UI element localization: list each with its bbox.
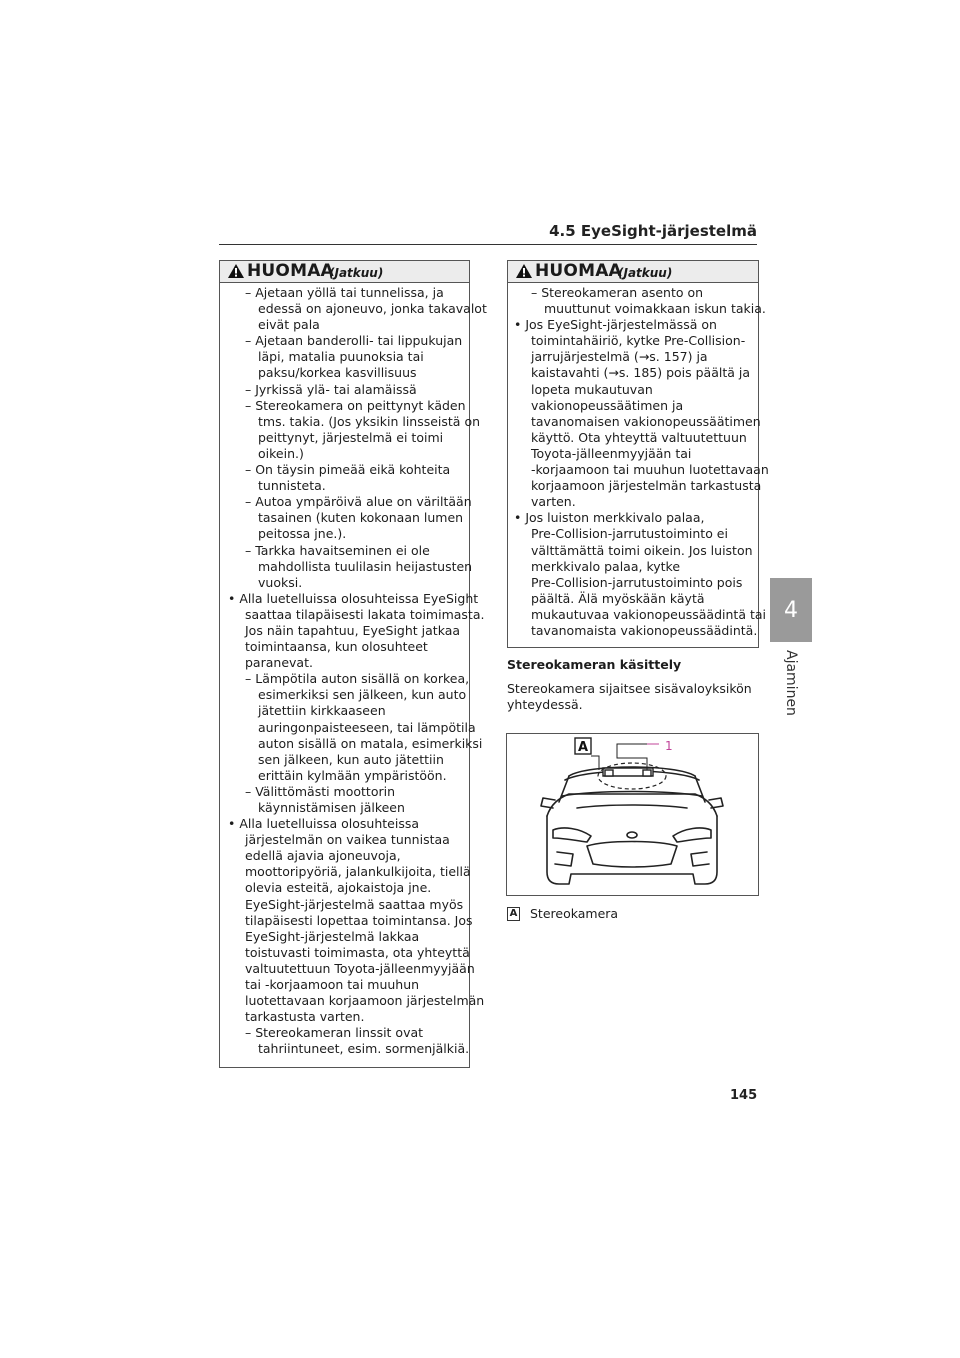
subsection-heading: Stereokameran käsittely — [507, 657, 682, 672]
chapter-label — [770, 650, 812, 720]
figure-caption — [507, 906, 618, 922]
text-line: – Stereokameran asento on — [531, 285, 704, 300]
chapter-tab — [770, 578, 812, 642]
text-line: tahriintuneet, esim. sormenjälkiä. — [258, 1041, 470, 1057]
text-line: EyeSight-järjestelmä saattaa myös — [245, 896, 464, 912]
paragraph-line: Stereokamera sijaitsee sisävaloyksikön — [507, 681, 752, 696]
text-line: esimerkiksi sen jälkeen, kun auto — [258, 687, 467, 703]
chapter-number: 4 — [784, 597, 798, 623]
text-line: jätettiin kirkkaaseen — [258, 703, 386, 719]
page-header — [219, 222, 757, 245]
warning-icon — [228, 264, 244, 278]
caution-box-header — [220, 261, 469, 283]
text-line: järjestelmän on vaikea tunnistaa — [245, 832, 450, 848]
text-line: luotettavaan korjaamoon järjestelmän — [245, 993, 485, 1009]
text-line: käynnistämisen jälkeen — [258, 800, 405, 815]
text-line: Pre-Collision-jarrutustoiminto ei — [531, 526, 728, 542]
text-line: tms. takia. (Jos yksikin linsseistä on — [258, 413, 481, 429]
caution-title: HUOMAA — [247, 261, 334, 281]
text-line: -korjaamoon tai muuhun luotettavaan — [531, 462, 769, 478]
svg-text:A: A — [577, 740, 589, 755]
text-line: varten. — [531, 494, 576, 510]
text-line: Pre-Collision-jarrutustoiminto pois — [531, 574, 743, 590]
text-line: – Stereokameran linssit ovat — [245, 1025, 424, 1041]
warning-icon — [516, 264, 532, 278]
page-number: 145 — [730, 1088, 758, 1103]
stereo-camera-figure — [506, 733, 759, 896]
body-paragraph — [507, 681, 757, 713]
text-line: olevia esteitä, ajokaistoja jne. — [245, 880, 432, 896]
text-line: lopeta mukautuvan — [531, 381, 653, 397]
section-title-header: 4.5 EyeSight-järjestelmä — [549, 222, 757, 240]
text-line: toimintaansa, kun olosuhteet — [245, 639, 428, 655]
caution-continued: (Jatkuu) — [329, 266, 384, 280]
text-line: oikein.) — [258, 445, 304, 461]
text-line: päältä. Älä myöskään käytä — [531, 590, 705, 606]
text-line: EyeSight-järjestelmä lakkaa — [245, 928, 420, 944]
text-line: jarrujärjestelmä (→s. 157) ja — [531, 349, 708, 365]
text-line: tunnisteta. — [258, 478, 326, 494]
text-line: edellä ajavia ajoneuvoja, — [245, 848, 401, 864]
text-line: tasainen (kuten kokonaan lumen — [258, 510, 464, 526]
caution-box-left — [219, 260, 487, 1068]
caution-body — [228, 285, 487, 1058]
text-line: sen jälkeen, kun auto jätettiin — [258, 751, 444, 767]
text-line: eivät pala — [258, 317, 320, 333]
text-line: paranevat. — [245, 655, 313, 671]
text-line: valtuutettuun Toyota-jälleenmyyjään — [245, 960, 475, 976]
caption-text: Stereokamera — [530, 906, 619, 921]
text-line: korjaamoon järjestelmän tarkastusta — [531, 478, 762, 494]
text-line: – Jyrkissä ylä- tai alamäissä — [245, 381, 417, 397]
text-line: Jos näin tapahtuu, EyeSight jatkaa — [245, 622, 461, 638]
car-front-illustration — [507, 734, 758, 895]
text-line: kaistavahti (→s. 185) pois päältä ja — [531, 365, 751, 381]
text-line: – Ajetaan yöllä tai tunnelissa, ja — [245, 285, 444, 300]
text-line: Toyota-jälleenmyyjään tai — [531, 445, 692, 461]
text-line: vakionopeussäätimen ja — [531, 397, 684, 413]
text-line: paksu/korkea kasvillisuus — [258, 365, 417, 381]
text-line: moottoripyöriä, jalankulkijoita, tiellä — [245, 864, 471, 880]
text-line: – Lämpötila auton sisällä on korkea, — [245, 671, 470, 687]
figure-label-a — [575, 738, 591, 755]
text-line: muuttunut voimakkaan iskun takia. — [544, 301, 766, 317]
text-line: käyttö. Ota yhteyttä valtuutettuun — [531, 429, 747, 445]
text-line: merkkivalo palaa, kytke — [531, 558, 681, 574]
caution-continued: (Jatkuu) — [618, 266, 673, 280]
text-line: välttämättä toimi oikein. Jos luiston — [531, 542, 753, 558]
text-line: vuoksi. — [258, 574, 303, 590]
text-line: edessä on ajoneuvo, jonka takavalot — [258, 301, 487, 317]
caution-box-header — [508, 261, 758, 283]
text-line: – Tarkka havaitseminen ei ole — [245, 542, 430, 558]
text-line: mukautuvaa vakionopeussäädintä tai — [531, 606, 766, 622]
caution-body — [514, 285, 769, 639]
text-line: tai -korjaamoon tai muuhun — [245, 977, 420, 993]
text-line: • Alla luetelluissa olosuhteissa EyeSight — [228, 590, 479, 606]
text-line: tilapäisesti lopettaa toimintansa. Jos — [245, 912, 473, 928]
text-line: – Stereokamera on peittynyt käden — [245, 397, 466, 413]
text-line: – Autoa ympäröivä alue on väriltään — [245, 494, 472, 510]
text-line: mahdollista tuulilasin heijastusten — [258, 558, 473, 574]
text-line: toistuvasti toimimasta, ota yhteyttä — [245, 944, 470, 960]
text-line: • Alla luetelluissa olosuhteissa — [228, 816, 420, 832]
chapter-label-text: Ajaminen — [783, 650, 799, 716]
caption-label-box: A — [507, 907, 520, 921]
caution-box-right — [507, 260, 769, 648]
text-line: tarkastusta varten. — [245, 1009, 365, 1025]
text-line: tavanomaista vakionopeussäädintä. — [531, 622, 758, 638]
text-line: auton sisällä on matala, esimerkiksi — [258, 735, 483, 751]
caution-title: HUOMAA — [535, 261, 622, 281]
text-line: – On täysin pimeää eikä kohteita — [245, 462, 451, 478]
text-line: – Ajetaan banderolli- tai lippukujan — [245, 333, 463, 349]
text-line: auringonpaisteeseen, tai lämpötila — [258, 719, 476, 735]
figure-callout-1: 1 — [665, 739, 673, 753]
paragraph-line: yhteydessä. — [507, 697, 583, 713]
text-line: erittäin kylmään ympäristöön. — [258, 767, 447, 783]
text-line: läpi, matalia puunoksia tai — [258, 349, 424, 365]
text-line: tavanomaisen vakionopeussäätimen — [531, 413, 761, 429]
text-line: toimintahäiriö, kytke Pre-Collision- — [531, 333, 746, 349]
text-line: • Jos EyeSight-järjestelmässä on — [514, 317, 717, 333]
text-line: saattaa tilapäisesti lakata toimimasta. — [245, 606, 485, 622]
text-line: • Jos luiston merkkivalo palaa, — [514, 510, 705, 526]
text-line: peitossa jne.). — [258, 526, 347, 542]
text-line: – Välittömästi moottorin — [245, 783, 396, 799]
text-line: peittynyt, järjestelmä ei toimi — [258, 429, 444, 445]
